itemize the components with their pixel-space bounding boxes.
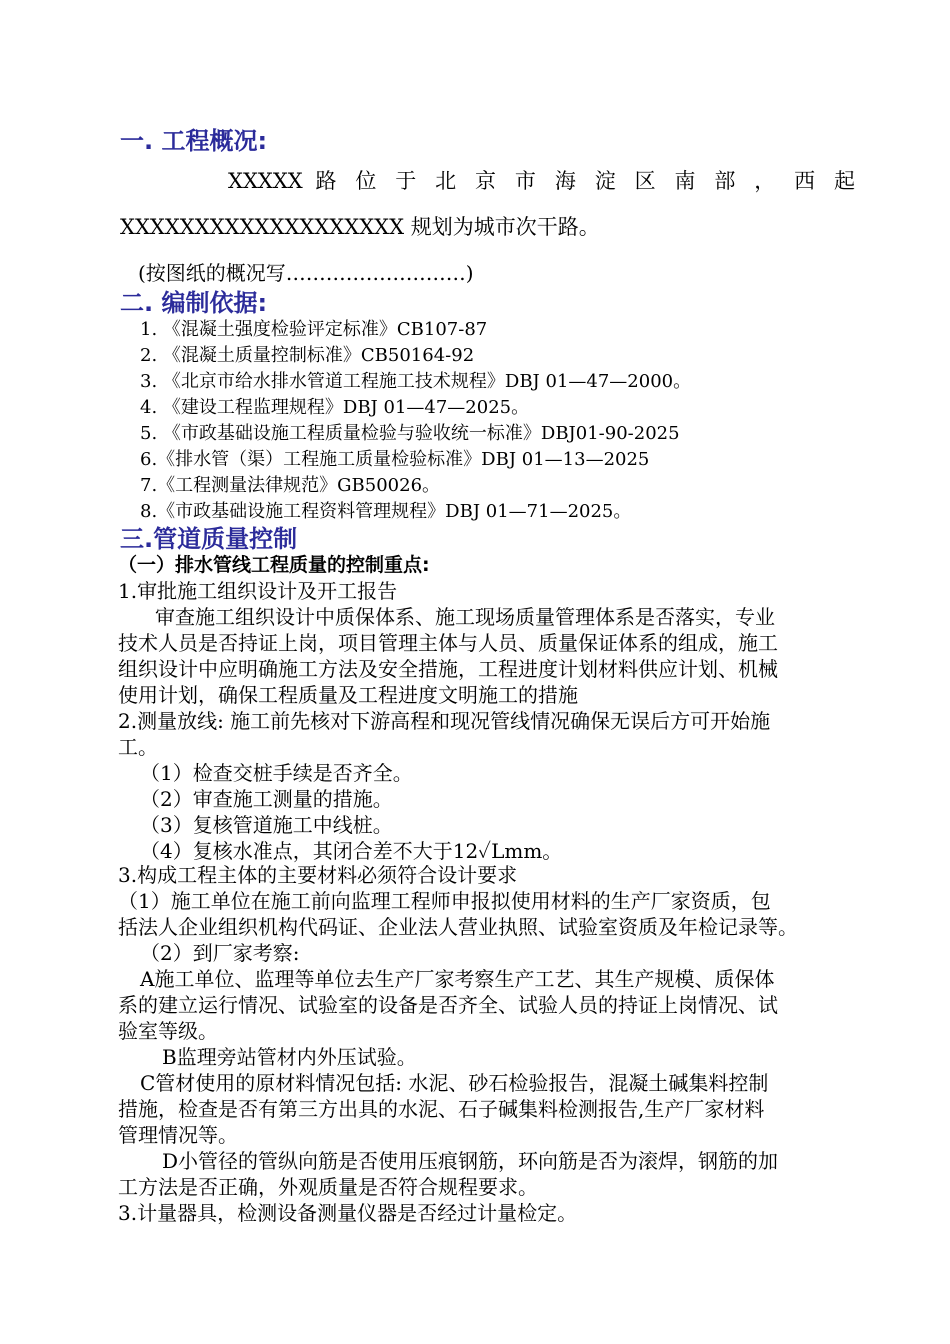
body-line: D小管径的管纵向筋是否使用压痕钢筋，环向筋是否为滚焊，钢筋的加: [162, 1149, 779, 1173]
basis-item: 2. 《混凝土质量控制标准》CB50164-92: [140, 345, 475, 366]
basis-item: 8.《市政基础设施工程资料管理规程》DBJ 01—71—2025。: [140, 501, 632, 522]
overview-paragraph-line-2: XXXXXXXXXXXXXXXXXXX 规划为城市次干路。: [120, 215, 600, 239]
body-line: 3.构成工程主体的主要材料必须符合设计要求: [118, 863, 518, 887]
body-line: 措施，检查是否有第三方出具的水泥、石子碱集料检测报告,生产厂家材料: [118, 1097, 765, 1121]
basis-item: 3. 《北京市给水排水管道工程施工技术规程》DBJ 01—47—2000。: [140, 371, 692, 392]
body-line: （4）复核水准点，其闭合差不大于12✓Lmm。: [140, 839, 563, 863]
overview-note: (按图纸的概况写………………………): [138, 261, 474, 285]
body-line: 2.测量放线: 施工前先核对下游高程和现况管线情况确保无误后方可开始施: [118, 709, 771, 733]
body-line: 括法人企业组织机构代码证、企业法人营业执照、试验室资质及年检记录等。: [118, 915, 798, 939]
basis-item: 4. 《建设工程监理规程》DBJ 01—47—2025。: [140, 397, 530, 418]
body-line: 3.计量器具，检测设备测量仪器是否经过计量检定。: [118, 1201, 578, 1225]
body-line: （1）施工单位在施工前向监理工程师申报拟使用材料的生产厂家资质，包: [118, 889, 771, 913]
body-line: 管理情况等。: [118, 1123, 238, 1147]
basis-item: 7.《工程测量法律规范》GB50026。: [140, 475, 441, 496]
body-line: 审查施工组织设计中质保体系、施工现场质量管理体系是否落实，专业: [155, 605, 775, 629]
subheading-control-points: （一）排水管线工程质量的控制重点:: [118, 554, 430, 576]
overview-paragraph-line-1: XXXXX 路 位 于 北 京 市 海 淀 区 南 部 ， 西 起: [228, 169, 855, 193]
body-line: C管材使用的原材料情况包括: 水泥、砂石检验报告，混凝土碱集料控制: [140, 1071, 769, 1095]
section-heading-overview: 一. 工程概况:: [120, 127, 268, 155]
body-line: （3）复核管道施工中线桩。: [140, 813, 393, 837]
body-line: 组织设计中应明确施工方法及安全措施，工程进度计划材料供应计划、机械: [118, 657, 778, 681]
body-line: （2）审查施工测量的措施。: [140, 787, 393, 811]
body-line: 使用计划，确保工程质量及工程进度文明施工的措施: [118, 683, 578, 707]
basis-item: 6.《排水管（渠）工程施工质量检验标准》DBJ 01—13—2025: [140, 449, 650, 470]
body-line: 系的建立运行情况、试验室的设备是否齐全、试验人员的持证上岗情况、试: [118, 993, 778, 1017]
body-line: （2）到厂家考察:: [140, 941, 300, 965]
body-line: 工方法是否正确，外观质量是否符合规程要求。: [118, 1175, 538, 1199]
body-line: （1）检查交桩手续是否齐全。: [140, 761, 413, 785]
body-line: 工。: [118, 735, 158, 759]
body-line: 验室等级。: [118, 1019, 218, 1043]
basis-item: 1. 《混凝土强度检验评定标准》CB107-87: [140, 319, 488, 340]
body-line: 1.审批施工组织设计及开工报告: [118, 579, 398, 603]
body-line: 技术人员是否持证上岗，项目管理主体与人员、质量保证体系的组成，施工: [118, 631, 778, 655]
section-heading-quality-control: 三.管道质量控制: [120, 525, 298, 553]
body-line: A施工单位、监理等单位去生产厂家考察生产工艺、其生产规模、质保体: [140, 967, 775, 991]
body-line: B监理旁站管材内外压试验。: [162, 1045, 417, 1069]
section-heading-basis: 二. 编制依据:: [120, 289, 268, 317]
basis-item: 5. 《市政基础设施工程质量检验与验收统一标准》DBJ01-90-2025: [140, 423, 680, 444]
